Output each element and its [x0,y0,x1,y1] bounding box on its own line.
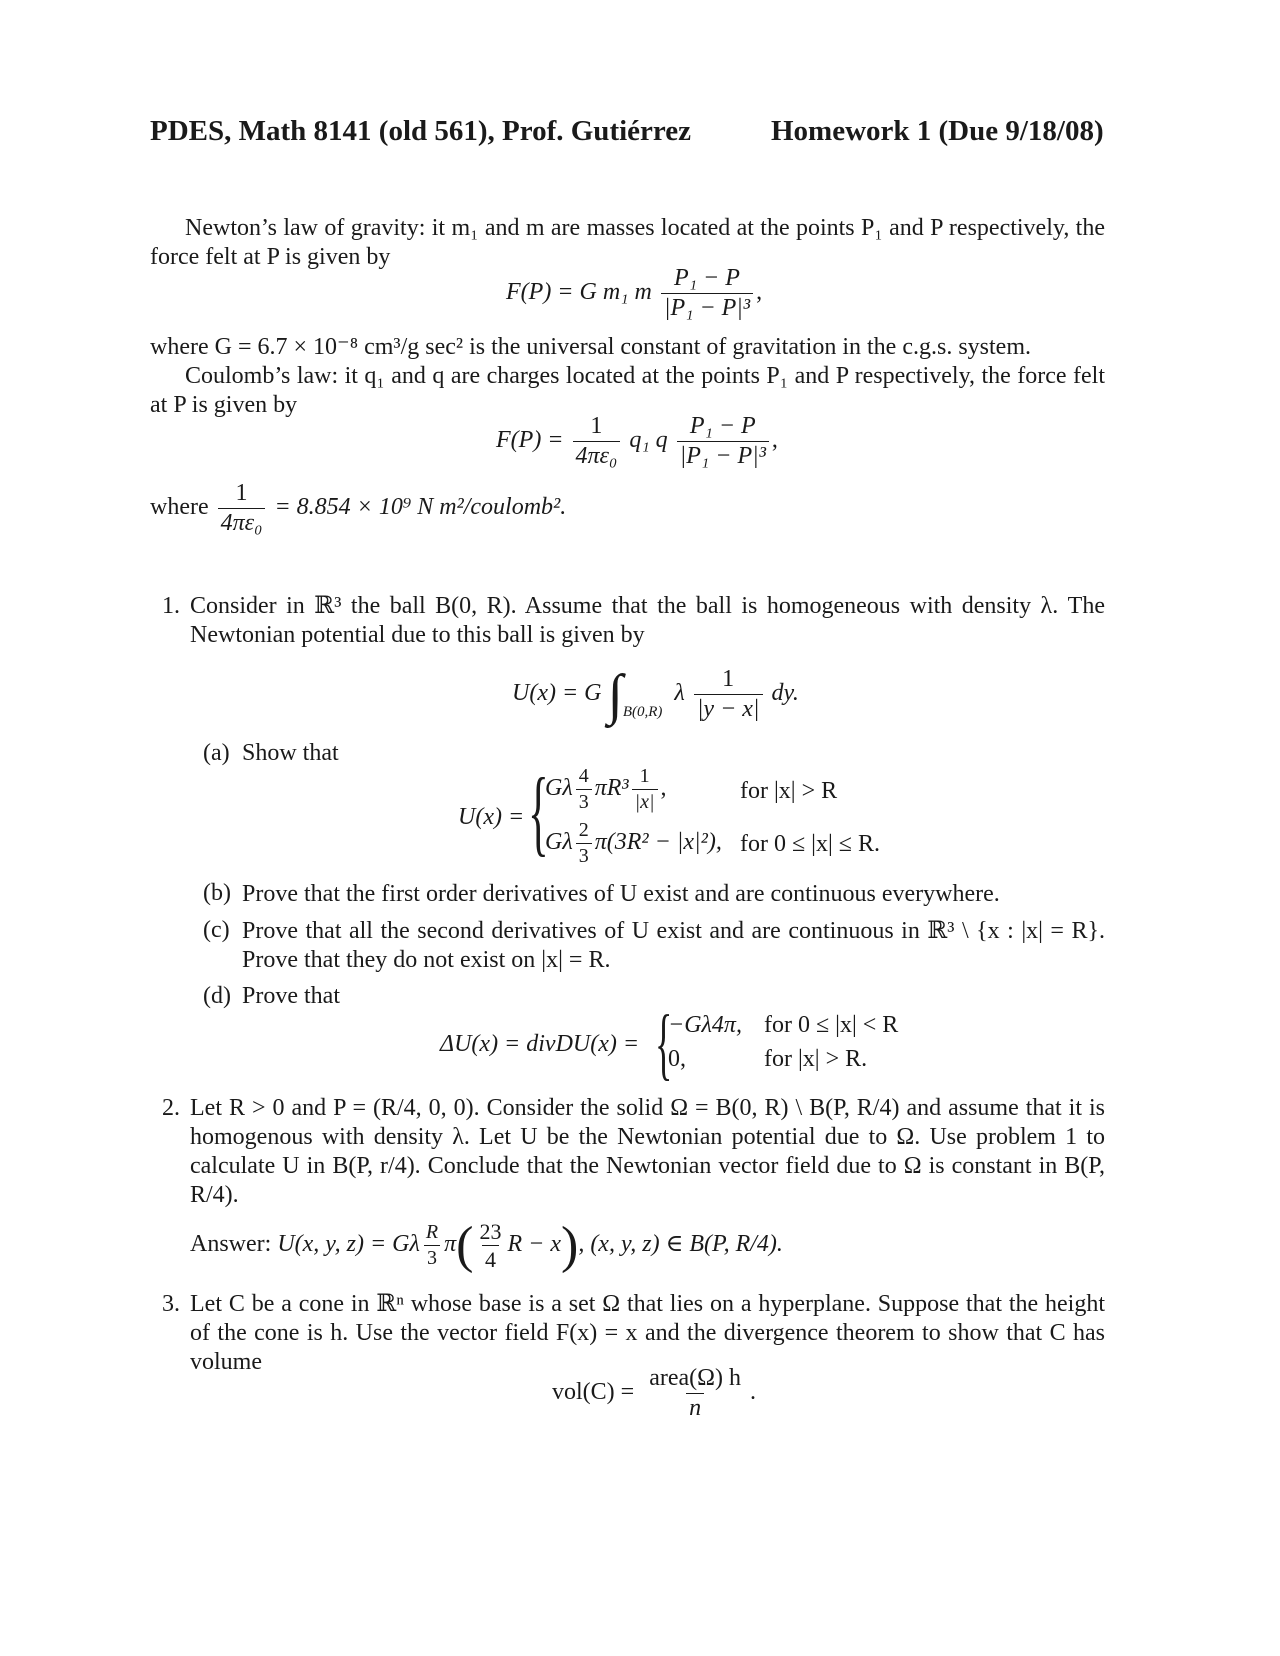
newton-formula-fraction [661,266,753,321]
volume-fraction [643,1366,747,1421]
coulomb-formula-tail: , [771,427,778,454]
case-2-frac-num: 2 [578,819,589,841]
volume-den: n [686,1393,704,1421]
part-b-text: Prove that the first order derivatives of U exist and are continuous everywhere. [242,881,1000,907]
part-c-text: Prove that all the second derivatives of U exist and are continuous in ℝ³ \ {x : |x| = R}. Prove that they do not exist on |x| = R. [242,918,1105,973]
laplacian-lhs: ΔU(x) = divDU(x) = [440,1031,640,1057]
part-b-label: (b) [203,880,231,906]
coulomb-constant [150,481,566,536]
integral-lambda: λ [674,680,685,707]
cone-volume-formula [552,1366,756,1421]
case-1-frac2-num: 1 [639,765,650,787]
newton-formula-tail: , [756,279,763,306]
answer-tail: , (x, y, z) ∈ B(P, R/4). [578,1231,783,1258]
case-2-tail: π(3R² − |x|²), [594,829,722,856]
case-2-fraction [576,820,592,867]
integral-domain: B(0,R) [622,704,663,721]
case-1-fraction [576,766,592,813]
problem-2-text: Let R > 0 and P = (R/4, 0, 0). Consider the solid Ω = B(0, R) \ B(P, R/4) and assume that it is homogenous with density λ. Let U be the Newtonian potential due to Ω. Use problem 1 to calculate U in B(P, r/4). Conclude that the Newtonian vector field due to Ω is constant in B(P, R/4). [190,1095,1105,1208]
answer-inner-den: 4 [482,1245,499,1271]
right-paren-icon: ) [560,1217,579,1274]
case-1-frac2-den: |x| [632,789,658,813]
coulomb-constant-value: = 8.854 × 10⁹ N m²/coulomb². [274,494,567,521]
volume-tail: . [749,1379,756,1406]
coulomb-formula-den: |P₁ − P|³ [677,441,769,469]
answer-frac-den: 3 [424,1245,440,1269]
left-brace-icon: { [655,1000,673,1088]
case-1-frac-den: 3 [576,789,592,813]
newton-formula-den: |P₁ − P|³ [661,293,753,321]
case-2-condition: for 0 ≤ |x| ≤ R. [740,831,880,857]
coulomb-formula [496,414,778,469]
coulomb-formula-charges: q₁ q [629,427,668,454]
coulomb-formula-const [573,414,621,469]
answer-inner-tail: R − x [507,1231,561,1258]
problem-2-answer [190,1216,783,1275]
where-label: where [150,494,209,521]
volume-num: area(Ω) h [649,1365,741,1391]
case-1-fraction-2 [632,766,658,813]
problem-2-number: 2. [162,1095,180,1121]
coulomb-constant-num: 1 [235,480,248,506]
answer-inner-fraction [476,1220,504,1271]
integral-kernel-den: |y − x| [694,694,763,722]
coulomb-constant-den: 4πε₀ [218,508,266,536]
gravity-constant-text: where G = 6.7 × 10⁻⁸ cm³/g sec² is the universal constant of gravitation in the c.g.s. system. [150,334,1031,360]
newton-law-text: Newton’s law of gravity: it m₁ and m are masses located at the points P₁ and P respectively, the force felt at P is given by [150,215,1105,270]
problem-1-text: Consider in ℝ³ the ball B(0, R). Assume that the ball is homogeneous with density λ. The Newtonian potential due to this ball is given by [190,593,1105,648]
left-brace-icon: { [528,758,549,865]
case-2-prefix: Gλ [545,829,573,856]
coulomb-constant-fraction [218,481,266,536]
part-c-label: (c) [203,917,230,943]
newton-formula-lhs: F(P) = G m₁ m [506,279,652,306]
problem-1-number: 1. [162,593,180,619]
coulomb-formula-fraction [677,414,769,469]
case-1-mid: πR³ [594,775,629,802]
piecewise-case-1 [545,766,667,813]
part-a-label: (a) [203,740,230,766]
answer-inner-num: 23 [479,1218,502,1244]
case-1-prefix: Gλ [545,775,573,802]
answer-fraction [423,1222,441,1269]
answer-frac-num: R [425,1221,439,1243]
case-2-frac-den: 3 [576,843,592,867]
course-title: PDES, Math 8141 (old 561), Prof. Gutiérrez [150,115,691,147]
piecewise-lhs: U(x) = [458,804,525,830]
laplacian-condition-1: for 0 ≤ |x| < R [764,1012,899,1038]
part-d-label: (d) [203,983,231,1009]
left-paren-icon: ( [456,1217,474,1274]
part-d-text: Prove that [242,983,340,1009]
coulomb-formula-const-den: 4πε₀ [573,441,621,469]
case-1-condition: for |x| > R [740,778,838,804]
integral-lhs: U(x) = G [512,680,602,707]
piecewise-case-2 [545,820,722,867]
coulomb-formula-const-num: 1 [590,413,603,439]
newton-formula-num: P₁ − P [674,265,740,291]
answer-label: Answer: [190,1231,272,1258]
laplacian-case-1: −Gλ4π, [668,1012,742,1038]
laplacian-case-2: 0, [668,1046,686,1072]
coulomb-formula-lhs: F(P) = [496,427,564,454]
homework-title: Homework 1 (Due 9/18/08) [771,115,1104,147]
integral-sign-icon: ∫ [607,663,623,726]
integral-kernel [694,667,763,722]
newton-formula [506,266,762,321]
integral-kernel-num: 1 [722,666,735,692]
answer-lhs: U(x, y, z) = Gλ [277,1231,420,1258]
coulomb-formula-num: P₁ − P [689,413,756,439]
newtonian-potential-integral [512,663,799,726]
case-1-frac-num: 4 [578,765,589,787]
problem-3-number: 3. [162,1291,180,1317]
case-1-tail: , [660,775,667,802]
answer-pi: π [444,1231,457,1258]
volume-lhs: vol(C) = [552,1379,635,1406]
problem-3-text: Let C be a cone in ℝⁿ whose base is a set Ω that lies on a hyperplane. Suppose that the height of the cone is h. Use the vector field F(x) = x and the divergence theorem to show that C has volume [190,1291,1105,1375]
laplacian-condition-2: for |x| > R. [764,1046,868,1072]
integral-tail: dy. [771,680,799,707]
part-a-text: Show that [242,740,339,766]
coulomb-law-text: Coulomb’s law: it q₁ and q are charges located at the points P₁ and P respectively, the force felt at P is given by [150,363,1105,418]
